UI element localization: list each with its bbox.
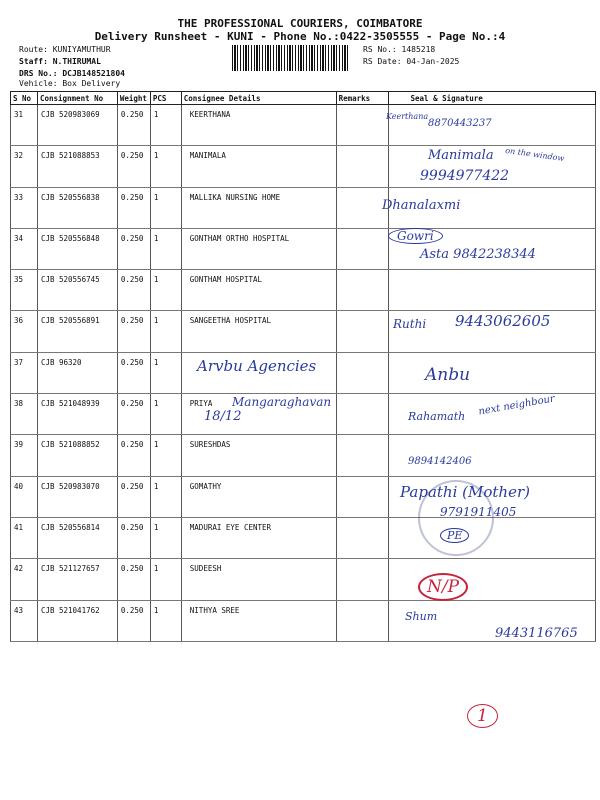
rahamath-signature: Rahamath	[408, 410, 466, 423]
pe-mark: PE	[440, 528, 469, 543]
rs-date-label: RS Date: 04-Jan-2025	[363, 57, 460, 66]
table-row	[11, 270, 596, 311]
np-mark: N/P	[418, 573, 468, 601]
remarks-cell	[336, 394, 388, 435]
remarks-cell	[336, 435, 388, 476]
remarks-cell	[336, 600, 388, 641]
sureshdas-phone: 9894142406	[408, 456, 472, 467]
pcs-cell: 1	[150, 600, 181, 641]
consignee-cell: MALLIKA NURSING HOME	[181, 187, 336, 228]
sno-cell: 40	[11, 476, 38, 517]
papathi-phone: 9791911405	[440, 505, 517, 519]
sno-cell: 42	[11, 559, 38, 600]
nithya-signature: Shum	[405, 610, 438, 623]
sno-cell: 37	[11, 352, 38, 393]
consignment-cell: CJB 520556848	[37, 228, 117, 269]
consignee-cell: KEERTHANA	[181, 105, 336, 146]
table-row	[11, 435, 596, 476]
consignee-cell: MADURAI EYE CENTER	[181, 517, 336, 558]
signature-cell	[388, 352, 595, 393]
pcs-cell: 1	[150, 435, 181, 476]
weight-cell: 0.250	[117, 228, 150, 269]
manimala-phone: 9994977422	[420, 168, 510, 184]
remarks-cell	[336, 476, 388, 517]
pcs-cell: 1	[150, 228, 181, 269]
consignee-cell: NITHYA SREE	[181, 600, 336, 641]
col-weight-header: Weight	[117, 92, 150, 105]
sno-cell: 41	[11, 517, 38, 558]
consignee-cell: SANGEETHA HOSPITAL	[181, 311, 336, 352]
route-label: Route: KUNIYAMUTHUR	[19, 45, 111, 54]
asta-phone: Asta 9842238344	[420, 247, 536, 262]
rs-no-label: RS No.: 1485218	[363, 45, 436, 54]
staff-label: Staff: N.THIRUMAL	[19, 57, 101, 66]
consignment-cell: CJB 521088852	[37, 435, 117, 476]
consignment-cell: CJB 520983069	[37, 105, 117, 146]
consignment-cell: CJB 520556745	[37, 270, 117, 311]
col-consignment-header: Consignment No	[37, 92, 117, 105]
keerthana-signature: Keerthana	[386, 112, 429, 121]
table-row	[11, 187, 596, 228]
weight-cell: 0.250	[117, 394, 150, 435]
next-neighbour: next neighbour	[477, 393, 556, 418]
col-consignee-header: Consignee Details	[181, 92, 336, 105]
table-row	[11, 517, 596, 558]
consignment-cell: CJB 96320	[37, 352, 117, 393]
sno-cell: 31	[11, 105, 38, 146]
pcs-cell: 1	[150, 352, 181, 393]
ruthi-signature: Ruthi	[393, 317, 427, 331]
page-mark: 1	[467, 704, 498, 728]
manimala-note: on the window	[504, 145, 565, 164]
ruthi-phone: 9443062605	[455, 312, 551, 330]
consignment-cell: CJB 520556838	[37, 187, 117, 228]
manimala-signature: Manimala	[428, 148, 494, 163]
consignee-cell: GONTHAM ORTHO HOSPITAL	[181, 228, 336, 269]
consignment-cell: CJB 521041762	[37, 600, 117, 641]
remarks-cell	[336, 228, 388, 269]
remarks-cell	[336, 559, 388, 600]
vehicle-label: Vehicle: Box Delivery	[19, 79, 121, 88]
weight-cell: 0.250	[117, 187, 150, 228]
drs-label: DRS No.: DCJB148521804	[19, 69, 125, 78]
weight-cell: 0.250	[117, 600, 150, 641]
consignee-cell: SURESHDAS	[181, 435, 336, 476]
col-remarks-header: Remarks	[336, 92, 388, 105]
consignee-cell: GONTHAM HOSPITAL	[181, 270, 336, 311]
weight-cell: 0.250	[117, 311, 150, 352]
sno-cell: 39	[11, 435, 38, 476]
consignment-cell: CJB 520556891	[37, 311, 117, 352]
consignment-cell: CJB 520983070	[37, 476, 117, 517]
pcs-cell: 1	[150, 517, 181, 558]
remarks-cell	[336, 311, 388, 352]
arvbu-agencies: Arvbu Agencies	[197, 357, 317, 375]
remarks-cell	[336, 146, 388, 187]
consignment-cell: CJB 521048939	[37, 394, 117, 435]
signature-cell	[388, 270, 595, 311]
sno-cell: 43	[11, 600, 38, 641]
dhanalaxmi-signature: Dhanalaxmi	[382, 198, 461, 213]
consignee-cell: PRIYA	[181, 394, 336, 435]
weight-cell: 0.250	[117, 146, 150, 187]
nithya-phone: 9443116765	[495, 626, 578, 641]
col-signature-header: Seal & Signature	[388, 92, 595, 105]
sno-cell: 36	[11, 311, 38, 352]
priya-note: Mangaraghavan	[232, 395, 332, 409]
signature-cell	[388, 559, 595, 600]
consignment-cell: CJB 521088853	[37, 146, 117, 187]
consignee-cell: GOMATHY	[181, 476, 336, 517]
remarks-cell	[336, 105, 388, 146]
priya-date: 18/12	[204, 409, 242, 424]
sno-cell: 38	[11, 394, 38, 435]
pcs-cell: 1	[150, 394, 181, 435]
consignment-cell: CJB 521127657	[37, 559, 117, 600]
table-row	[11, 105, 596, 146]
sno-cell: 32	[11, 146, 38, 187]
weight-cell: 0.250	[117, 352, 150, 393]
runsheet-title: Delivery Runsheet - KUNI - Phone No.:0422-3505555 - Page No.:4	[94, 30, 506, 43]
pcs-cell: 1	[150, 476, 181, 517]
remarks-cell	[336, 517, 388, 558]
weight-cell: 0.250	[117, 270, 150, 311]
remarks-cell	[336, 187, 388, 228]
barcode	[232, 45, 348, 71]
pcs-cell: 1	[150, 146, 181, 187]
pcs-cell: 1	[150, 559, 181, 600]
weight-cell: 0.250	[117, 559, 150, 600]
pcs-cell: 1	[150, 105, 181, 146]
sno-cell: 33	[11, 187, 38, 228]
table-row	[11, 559, 596, 600]
pcs-cell: 1	[150, 270, 181, 311]
consignee-cell: MANIMALA	[181, 146, 336, 187]
weight-cell: 0.250	[117, 435, 150, 476]
consignment-cell: CJB 520556814	[37, 517, 117, 558]
remarks-cell	[336, 270, 388, 311]
remarks-cell	[336, 352, 388, 393]
sno-cell: 35	[11, 270, 38, 311]
keerthana-phone: 8870443237	[428, 118, 492, 129]
col-pcs-header: PCS	[150, 92, 181, 105]
consignee-cell: SUDEESH	[181, 559, 336, 600]
anbu-signature: Anbu	[425, 365, 471, 385]
pcs-cell: 1	[150, 311, 181, 352]
weight-cell: 0.250	[117, 476, 150, 517]
papathi-signature: Papathi (Mother)	[400, 483, 530, 501]
gowri-signature: Gowri	[388, 228, 443, 244]
col-sno-header: S No	[11, 92, 38, 105]
company-title: THE PROFESSIONAL COURIERS, COIMBATORE	[177, 17, 423, 30]
weight-cell: 0.250	[117, 105, 150, 146]
weight-cell: 0.250	[117, 517, 150, 558]
sno-cell: 34	[11, 228, 38, 269]
pcs-cell: 1	[150, 187, 181, 228]
